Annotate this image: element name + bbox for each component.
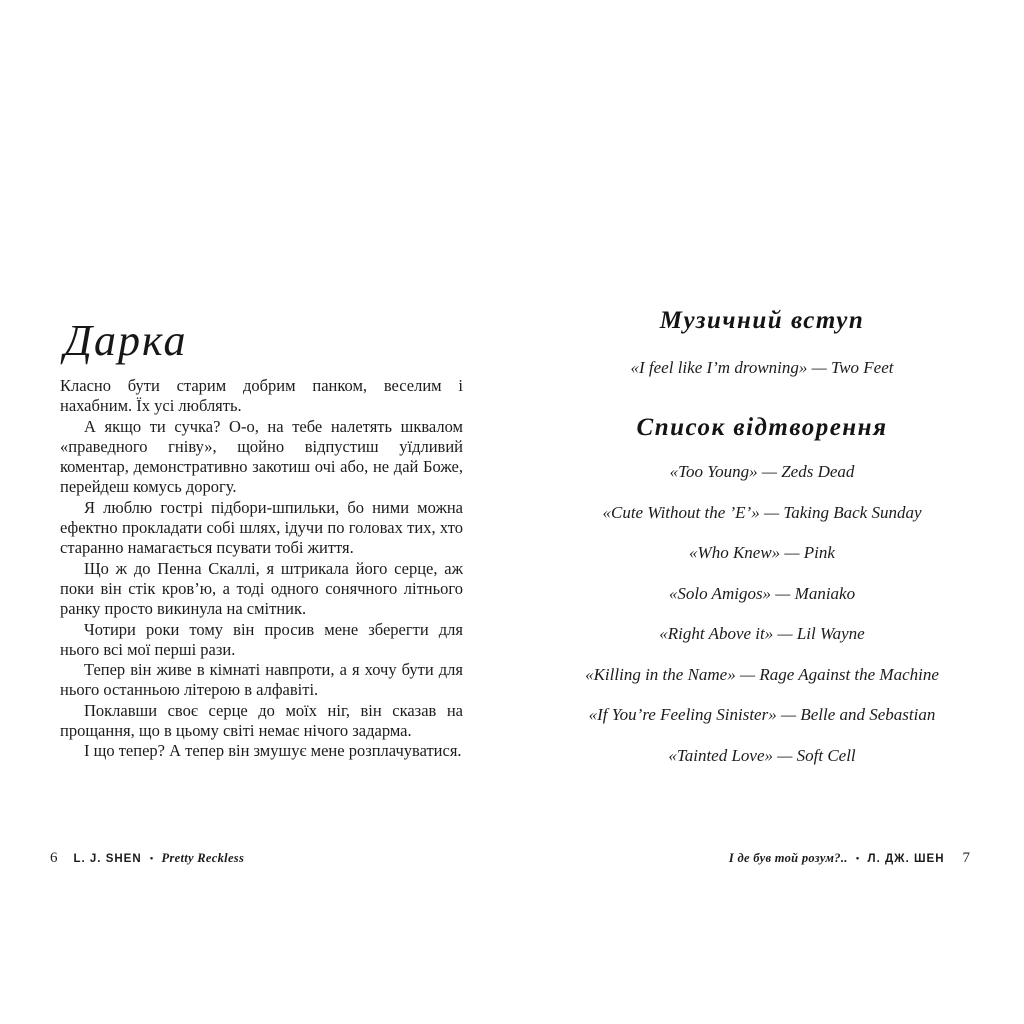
- book-title-ukrainian: І де був той розум?..: [728, 851, 848, 865]
- playlist-track: «Solo Amigos» — Maniako: [668, 583, 856, 603]
- playlist-track: «Who Knew» — Pink: [689, 543, 835, 562]
- author-name-ukrainian: Л. ДЖ. ШЕН: [867, 853, 945, 865]
- left-page-footer: [50, 850, 244, 867]
- body-paragraph: Чотири роки тому він просив мене зберегти для нього всі мої перші рази.: [60, 619, 463, 659]
- intro-track: «I feel like I’m drowning» — Two Feet: [630, 358, 894, 377]
- right-page-footer: [729, 850, 970, 867]
- playlist-track: «Too Young» — Zeds Dead: [669, 462, 855, 481]
- body-paragraph: А якщо ти сучка? О-о, на тебе налетять шквалом «праведного гніву», щойно відпустиш уїдливий коментар, демонстративно закотиш очі або, не дай Боже, перейдеш комусь дорогу.: [60, 416, 463, 497]
- page-number-left: 6: [50, 850, 58, 866]
- body-paragraph: Що ж до Пенна Скаллі, я штрикала його серце, аж поки він стік кров’ю, а тоді одного сонячного літнього ранку просто викинула на смітник.: [60, 558, 463, 619]
- footer-separator-right: •: [855, 853, 860, 865]
- book-title-english: Pretty Reckless: [161, 851, 245, 865]
- body-paragraph: Класно бути старим добрим панком, веселим і нахабним. Їх усі люблять.: [60, 376, 463, 416]
- chapter-body: [60, 376, 463, 762]
- left-page: [60, 316, 463, 762]
- page-number-right: 7: [962, 850, 970, 866]
- playlist: [512, 463, 1012, 764]
- body-paragraph: Тепер він живе в кімнаті навпроти, а я хочу бути для нього останньою літерою в алфавіті.: [60, 660, 463, 700]
- author-name: L. J. SHEN: [73, 853, 142, 865]
- playlist-track: «If You’re Feeling Sinister» — Belle and Sebastian: [588, 705, 936, 724]
- music-intro-heading: Музичний вступ: [659, 307, 865, 334]
- body-paragraph: Поклавши своє серце до моїх ніг, він сказав на прощання, що в цьому світі немає нічого задарма.: [60, 700, 463, 741]
- playlist-track: «Killing in the Name» — Rage Against the Machine: [585, 664, 939, 684]
- playlist-track: «Tainted Love» — Soft Cell: [668, 745, 856, 765]
- body-paragraph: Я люблю гострі підбори-шпильки, бо ними можна ефектно прокладати собі шлях, ідучи по головах тих, хто старанно намагається псувати тобі життя.: [60, 497, 463, 558]
- playlist-track: «Cute Without the ’E’» — Taking Back Sunday: [602, 502, 922, 522]
- footer-separator-left: •: [149, 853, 154, 865]
- playlist-heading: Список відтворення: [636, 414, 888, 441]
- right-page: [512, 306, 1012, 787]
- playlist-track: «Right Above it» — Lil Wayne: [659, 624, 865, 643]
- chapter-title: Дарка: [64, 316, 188, 365]
- body-paragraph: І що тепер? А тепер він змушує мене розплачуватися.: [84, 741, 462, 761]
